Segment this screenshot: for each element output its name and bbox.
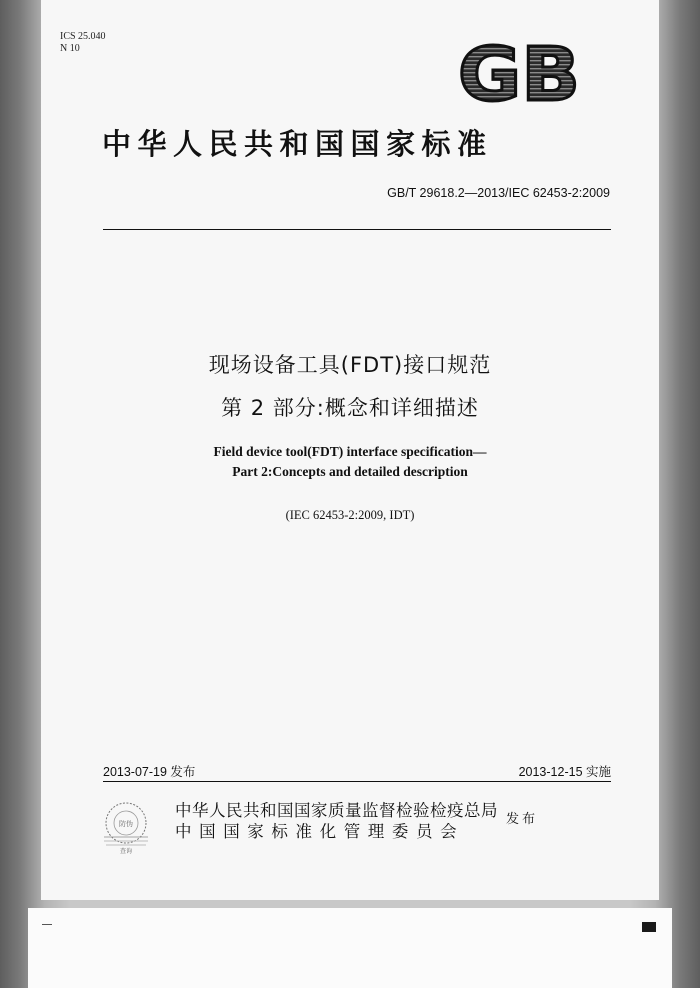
standard-code: GB/T 29618.2—2013/IEC 62453-2:2009	[387, 186, 610, 200]
classification-codes	[60, 31, 106, 55]
title-cn-line1: 现场设备工具(FDT)接口规范	[208, 353, 492, 377]
ccs-code: N 10	[60, 43, 80, 54]
anti-counterfeit-seal-icon	[96, 797, 156, 857]
title-en-line2: Part 2:Concepts and detailed description	[232, 464, 468, 479]
equivalence-note: (IEC 62453-2:2009, IDT)	[285, 508, 415, 522]
seal-text-line2: 查询	[119, 848, 133, 855]
gb-logo-text: GB	[458, 40, 580, 106]
implementation-date: 2013-12-15 实施	[518, 765, 611, 779]
next-page	[28, 908, 672, 988]
bottom-divider	[103, 781, 611, 782]
issuer-aqsiq: 中华人民共和国国家质量监督检验检疫总局	[175, 801, 498, 820]
issue-date: 2013-07-19 发布	[103, 765, 196, 779]
next-page-mark	[42, 924, 52, 925]
title-cn-line2: 第 2 部分:概念和详细描述	[221, 396, 479, 420]
next-page-tab-icon	[642, 922, 656, 932]
ics-code: ICS 25.040	[60, 31, 106, 42]
issuer-sac: 中国国家标准化管理委员会	[175, 822, 465, 841]
seal-text-line1: 防伪	[119, 820, 133, 828]
top-divider	[103, 229, 611, 230]
national-standard-title: 中华人民共和国国家标准	[102, 127, 493, 161]
title-en-line1: Field device tool(FDT) interface specification—	[213, 444, 487, 459]
publish-label: 发布	[506, 812, 539, 827]
gb-logo	[456, 40, 582, 106]
